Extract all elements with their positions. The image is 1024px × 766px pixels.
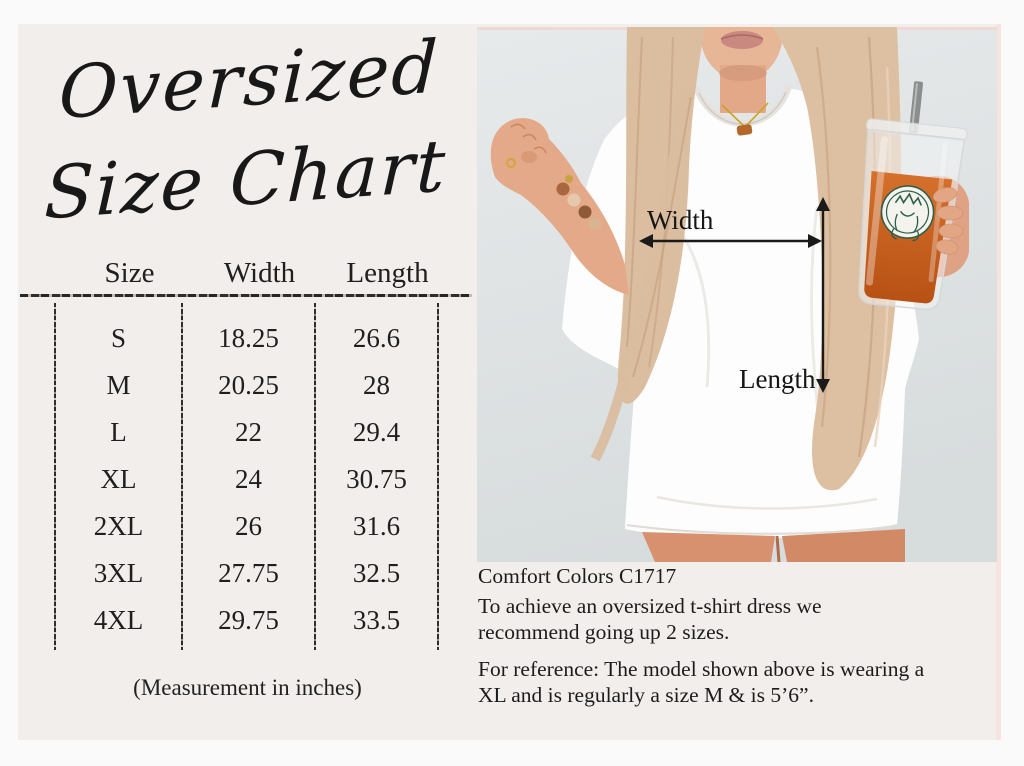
length-cell: 31.6 [352,511,401,541]
sizing-tip: To achieve an oversized t-shirt dress we recommend going up 2 sizes. [478,594,822,644]
table-row [18,362,477,409]
header-width: Width [223,256,296,289]
chart-title-line2: Size Chart [43,122,449,236]
size-cell: M [106,370,131,400]
length-cell: 28 [363,370,390,400]
chart-title-line1: Oversized [57,24,441,136]
table-row [18,456,477,503]
size-cell: XL [100,464,137,494]
width-annotation-label: Width [647,205,714,235]
header-rule [20,294,472,297]
size-cell: S [110,323,127,353]
table-row [18,409,477,456]
model-illustration [477,27,997,562]
width-cell: 29.75 [218,605,279,635]
brand-caption: Comfort Colors C1717 [478,564,677,588]
length-cell: 30.75 [346,464,407,494]
measurement-note: (Measurement in inches) [133,675,362,700]
size-cell: 2XL [93,511,144,541]
size-cell: 4XL [93,605,144,635]
table-row [18,550,477,597]
length-annotation-label: Length [739,364,816,394]
size-table-header [18,253,477,293]
length-cell: 32.5 [352,558,401,588]
width-cell: 26 [235,511,262,541]
header-length: Length [346,256,429,289]
length-cell: 33.5 [352,605,401,635]
table-row [18,315,477,362]
width-cell: 27.75 [218,558,279,588]
size-cell: L [110,417,127,447]
table-row [18,503,477,550]
chart-title [15,15,480,246]
width-cell: 24 [235,464,262,494]
length-cell: 29.4 [352,417,401,447]
model-reference-note: For reference: The model shown above is wearing a XL and is regularly a size M & is 5’6”. [478,657,925,707]
size-chart-column [18,25,477,740]
width-cell: 20.25 [218,370,279,400]
header-size: Size [104,256,155,289]
length-cell: 26.6 [352,323,401,353]
size-table-body [18,315,477,644]
width-cell: 22 [235,417,262,447]
width-cell: 18.25 [218,323,279,353]
size-cell: 3XL [93,558,144,588]
model-photo [477,27,997,562]
table-row [18,597,477,644]
caption-block [478,562,994,708]
